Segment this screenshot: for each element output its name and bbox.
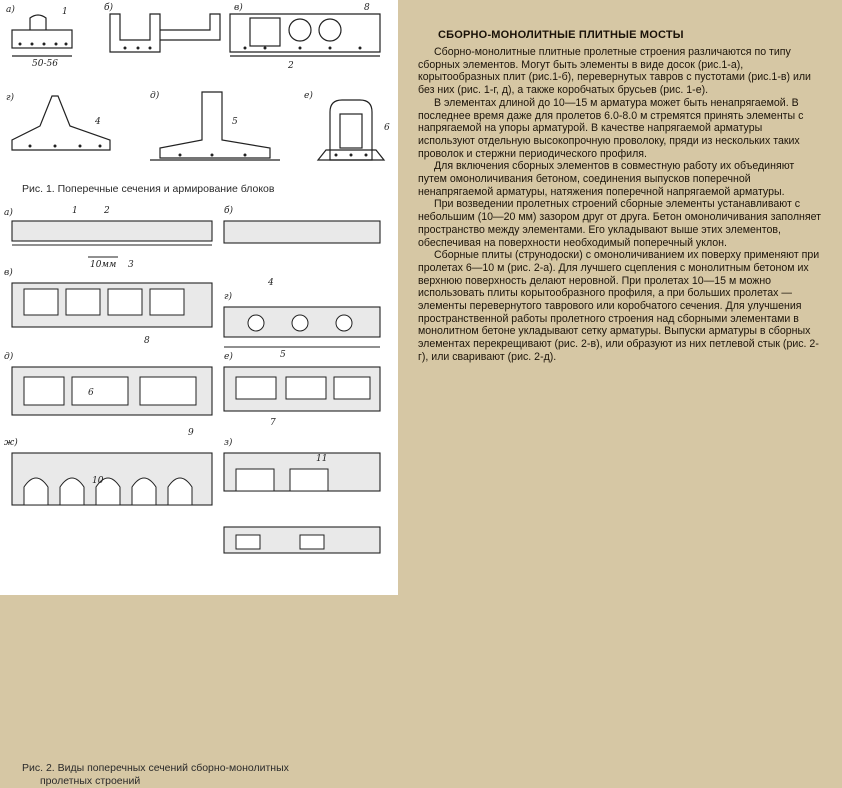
fig1-label-v: в)	[234, 3, 243, 13]
paragraph-2: В элементах длиной до 10—15 м арматура может быть ненапрягаемой. В последнее время даже для пролетов 6.0-8.0 м стремятся принять элементы с напрягаемой на упоры арматурой. В качестве напрягаемой арматуры используют отдельную высокопрочную проволоку, пряди из нескольких таких проволок и стержни периодического профиля.	[418, 96, 804, 160]
fig2-callout-10: 10	[92, 476, 104, 486]
fig1-label-d: д)	[150, 91, 160, 101]
figure-1-drawing	[0, 0, 398, 199]
fig1-callout-6: 6	[384, 123, 390, 133]
fig1-label-g: г)	[6, 93, 15, 103]
fig1-callout-2: 2	[288, 61, 294, 71]
figure-1-panel	[0, 0, 398, 199]
fig2-a-slab	[12, 221, 212, 241]
fig1-callout-1: 1	[62, 7, 68, 17]
fig2-callout-1: 1	[72, 206, 78, 216]
fig1-callout-4: 4	[95, 117, 101, 127]
fig2-label-a: а)	[4, 208, 13, 218]
fig2-label-b: б)	[224, 206, 234, 216]
fig2-b-slab	[224, 221, 380, 243]
fig2-label-zh: ж)	[4, 438, 18, 448]
fig2-callout-9: 9	[188, 428, 194, 438]
fig2-callout-5: 5	[280, 350, 286, 360]
paragraph-3: Для включения сборных элементов в совместную работу их объединяют путем омоноличивания бетоном, соединения выпусков поперечной ненапрягаемой арматуры, натяжения поперечной напрягаемой арматуры.	[418, 160, 795, 198]
fig2-callout-8: 8	[144, 336, 150, 346]
fig1-a-plank	[12, 30, 72, 48]
fig1-label-b: б)	[104, 3, 114, 13]
fig2-label-v: в)	[4, 268, 13, 278]
figure-2-caption-line-1: Рис. 2. Виды поперечных сечений сборно-монолитных	[22, 762, 289, 774]
fig2-callout-7: 7	[270, 418, 276, 428]
page-title: СБОРНО-МОНОЛИТНЫЕ ПЛИТНЫЕ МОСТЫ	[438, 29, 684, 41]
fig1-b-trough	[110, 14, 160, 52]
fig2-callout-2: 2	[104, 206, 110, 216]
figure-1-caption: Рис. 1. Поперечные сечения и армирование блоков	[22, 183, 275, 195]
paragraph-1: Сборно-монолитные плитные пролетные строения различаются по типу сборных элементов. Могут быть элементы в виде досок (рис.1-а), корытообразных плит (рис.1-б), перевернутых тавров с пустотами (рис.1-в) или без них (рис. 1-г, д), а также коробчатых брусьев (рис. 1-е).	[418, 46, 811, 97]
body-text	[418, 46, 822, 364]
fig2-label-e: е)	[224, 352, 233, 362]
figure-2-panel	[0, 199, 398, 787]
fig1-a-loop	[30, 15, 46, 30]
fig2-callout-11: 11	[316, 454, 328, 464]
paragraph-5: Сборные плиты (струнодоски) с омоноличиванием их поверху применяют при пролетах 6—10 м (рис. 2-а). Для лучшего сцепления с монолитным бетоном их верхнюю поверхность делают неровной. При пролетах 10—15 м можно использовать плиты корытообразного профиля, а при больших пролетах — элементы перевернутого таврового или коробчатого сечения. Для улучшения пространственной работы пролетного строения над сборными элементами в монолитном бетоне укладывают сетку арматуры. Выпуски арматуры в сборных элементах перекрещивают (рис. 2-в), или образуют из них петлевой стык (рис. 2- г), или сваривают (рис. 2-д).	[418, 249, 820, 363]
figure-2-caption	[22, 762, 352, 788]
figure-2-drawing	[0, 199, 398, 595]
fig2-callout-6: 6	[88, 388, 94, 398]
fig1-e-box	[330, 100, 372, 160]
fig1-d-tee	[160, 92, 270, 158]
fig1-label-a: а)	[6, 5, 15, 15]
fig2-label-d: д)	[4, 352, 14, 362]
fig2-label-z: з)	[224, 438, 233, 448]
fig1-callout-8: 8	[364, 3, 370, 13]
fig2-dim-label: 10мм	[90, 260, 117, 270]
fig2-callout-4: 4	[268, 278, 274, 288]
paragraph-4: При возведении пролетных строений сборные элементы устанавливают с небольшим (10—20 мм) зазором друг от друга. Бетон омоноличивания заполняет пространство между элементами. Его укладывают выше этих элементов, обеспечивая на поверхности необходимый поперечный уклон.	[418, 198, 821, 249]
fig1-dim-label: 50-56	[32, 59, 58, 69]
fig2-callout-3: 3	[128, 260, 134, 270]
fig1-callout-5: 5	[232, 117, 238, 127]
figure-2-caption-line-2: пролетных строений	[40, 775, 141, 787]
fig2-label-g: г)	[224, 292, 233, 302]
fig1-label-e: е)	[304, 91, 313, 101]
